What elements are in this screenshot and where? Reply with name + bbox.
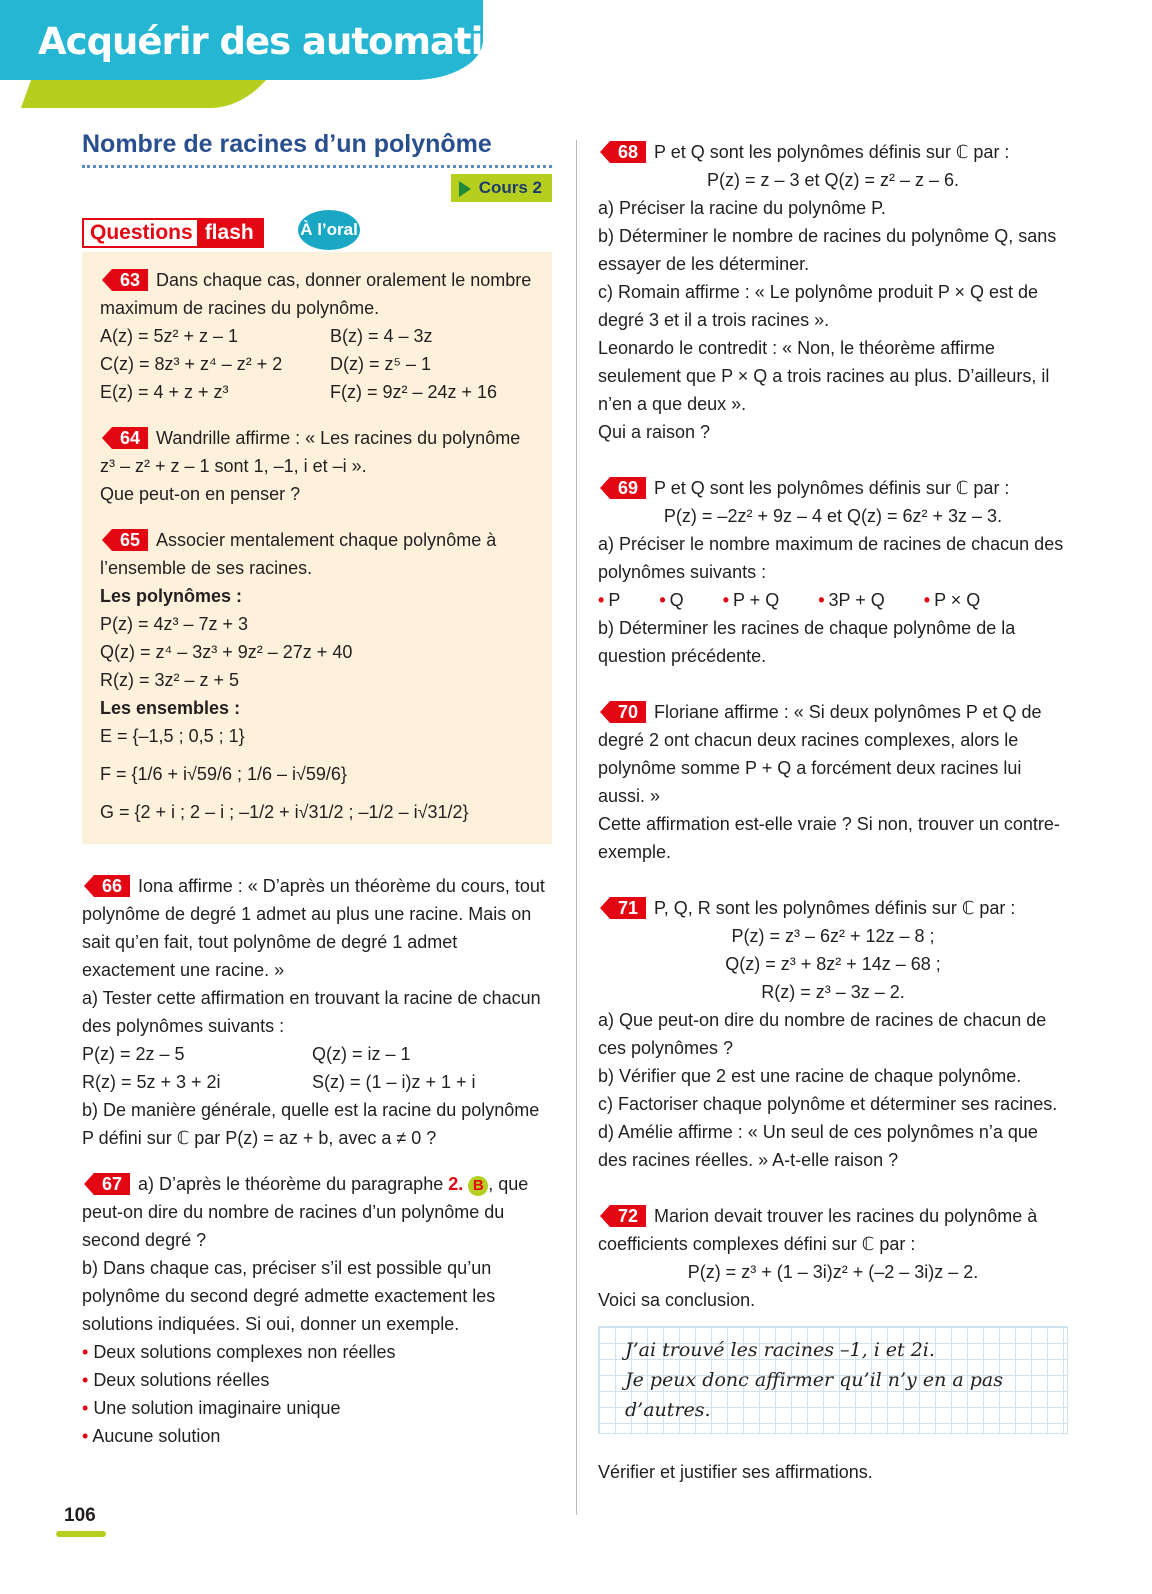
questions-flash-label	[82, 218, 264, 248]
list-item: • Aucune solution	[82, 1426, 221, 1446]
exercise-text: Associer mentalement chaque polynôme à l’ensemble de ses racines.	[100, 530, 497, 578]
question-c: c) Romain affirme : « Le polynôme produit P × Q est de degré 3 et il a trois racines ».	[598, 282, 1039, 330]
polynomial: R(z) = 3z² – z + 5	[100, 670, 240, 690]
polynomial: F(z) = 9z² – 24z + 16	[330, 382, 498, 402]
question-a: a) Préciser la racine du polynôme P.	[598, 198, 886, 218]
flash-label: flash	[197, 220, 262, 246]
exercise-71	[598, 894, 1068, 1174]
polynomial: S(z) = (1 – i)z + 1 + i	[312, 1072, 476, 1092]
exercise-text: Que peut-on en penser ?	[100, 484, 301, 504]
list-item: • Une solution imaginaire unique	[82, 1398, 341, 1418]
polynomial: D(z) = z⁵ – 1	[330, 354, 431, 374]
question-a-cont: , que peut-on dire du nombre de racines d’un polynôme du second degré ?	[82, 1174, 529, 1250]
column-divider	[576, 140, 577, 1515]
question-c: c) Factoriser chaque polynôme et déterminer ses racines.	[598, 1094, 1058, 1114]
exercise-67	[82, 1170, 552, 1450]
exercise-text: Wandrille affirme : « Les racines du polynôme	[156, 428, 521, 448]
list-item: • Deux solutions réelles	[82, 1370, 270, 1390]
equation: P(z) = z³ – 6z² + 12z – 8 ;	[731, 926, 935, 946]
question-b: b) De manière générale, quelle est la racine du polynôme P défini sur ℂ par P(z) = az + b, avec a ≠ 0 ?	[82, 1100, 540, 1148]
exercise-number: 64	[112, 427, 148, 449]
polynomial: A(z) = 5z² + z – 1	[100, 326, 239, 346]
handwritten-note	[598, 1326, 1068, 1434]
questions-label: Questions	[90, 221, 193, 244]
exercise-69	[598, 474, 1068, 670]
handwritten-line: J’ai trouvé les racines –1, i et 2i.	[625, 1339, 935, 1361]
question-b: b) Déterminer le nombre de racines du polynôme Q, sans essayer de les déterminer.	[598, 226, 1057, 274]
exercise-number: 70	[610, 701, 646, 723]
section-title: Nombre de racines d’un polynôme	[82, 130, 492, 158]
list-item: • Deux solutions complexes non réelles	[82, 1342, 396, 1362]
set: E = {–1,5 ; 0,5 ; 1}	[100, 726, 245, 746]
exercise-number: 71	[610, 897, 646, 919]
exercise-text: Cette affirmation est-elle vraie ? Si non, trouver un contre-exemple.	[598, 814, 1060, 862]
exercise-72	[598, 1202, 1068, 1486]
exercise-text: Vérifier et justifier ses affirmations.	[598, 1462, 873, 1482]
paragraph-badge: B	[468, 1176, 488, 1196]
exercise-66	[82, 872, 552, 1152]
exercise-text: Floriane affirme : « Si deux polynômes P et Q de degré 2 ont chacun deux racines complexes, alors le polynôme somme P + Q a forcément deux racines lui aussi. »	[598, 702, 1042, 806]
equation: P(z) = z – 3 et Q(z) = z² – z – 6.	[706, 170, 960, 190]
polynomial: R(z) = 5z + 3 + 2i	[82, 1072, 221, 1092]
question-d: d) Amélie affirme : « Un seul de ces polynômes n’a que des racines réelles. » A-t-elle raison ?	[598, 1122, 1038, 1170]
exercise-number: 63	[112, 269, 148, 291]
exercise-text: z³ – z² + z – 1 sont 1, –1, i et –i ».	[100, 456, 367, 476]
question-a: a) Que peut-on dire du nombre de racines de chacun de ces polynômes ?	[598, 1010, 1047, 1058]
set: F = {1/6 + i√59/6 ; 1/6 – i√59/6}	[100, 764, 347, 784]
page-number: 106	[64, 1505, 96, 1526]
handwritten-line: Je peux donc affirmer qu’il n’y en a pas d’autres.	[625, 1369, 1003, 1421]
page-number-bar	[56, 1531, 106, 1537]
paragraph-ref: 2.	[448, 1174, 464, 1194]
equation: Q(z) = z³ + 8z² + 14z – 68 ;	[725, 954, 941, 974]
exercise-65	[100, 526, 534, 826]
exercise-text: Qui a raison ?	[598, 422, 711, 442]
exercise-number: 72	[610, 1205, 646, 1227]
exercise-text: Marion devait trouver les racines du polynôme à coefficients complexes défini sur ℂ par :	[598, 1206, 1038, 1254]
equation: P(z) = –2z² + 9z – 4 et Q(z) = 6z² + 3z – 3.	[663, 506, 1003, 526]
questions-flash-header	[82, 208, 552, 252]
set: G = {2 + i ; 2 – i ; –1/2 + i√31/2 ; –1/2 – i√31/2}	[100, 802, 469, 822]
right-column	[598, 138, 1068, 1504]
exercise-text: Voici sa conclusion.	[598, 1290, 756, 1310]
question-b: b) Dans chaque cas, préciser s’il est possible qu’un polynôme du second degré admette exactement les solutions indiquées. Si oui, donner un exemple.	[82, 1258, 496, 1334]
page-header-title: Acquérir des automatismes	[38, 20, 587, 63]
subheading: Les ensembles :	[100, 698, 241, 718]
question-b: b) Déterminer les racines de chaque polynôme de la question précédente.	[598, 618, 1016, 666]
exercise-number: 66	[94, 875, 130, 897]
exercise-text: Leonardo le contredit : « Non, le théorème affirme seulement que P × Q a trois racines au plus. D’ailleurs, il n’en a que deux ».	[598, 338, 1050, 414]
oral-badge: À l’oral	[296, 208, 362, 252]
exercise-text: Iona affirme : « D’après un théorème du cours, tout polynôme de degré 1 admet au plus une racine. Mais on sait qu’en fait, tout polynôme de degré 1 admet exactement une racine. »	[82, 876, 545, 980]
equation: P(z) = z³ + (1 – 3i)z² + (–2 – 3i)z – 2.	[687, 1262, 979, 1282]
question-a: a) Préciser le nombre maximum de racines de chacun des polynômes suivants :	[598, 534, 1064, 582]
exercise-70	[598, 698, 1068, 866]
exercise-text: P et Q sont les polynômes définis sur ℂ par :	[654, 478, 1010, 498]
cours-tag: Cours 2	[451, 174, 552, 202]
exercise-text: P et Q sont les polynômes définis sur ℂ par :	[654, 142, 1010, 162]
exercise-text: Dans chaque cas, donner oralement le nombre maximum de racines du polynôme.	[100, 270, 532, 318]
exercise-number: 68	[610, 141, 646, 163]
exercise-number: 69	[610, 477, 646, 499]
exercise-64	[100, 424, 534, 508]
polynomial: Q(z) = z⁴ – 3z³ + 9z² – 27z + 40	[100, 642, 353, 662]
equation: R(z) = z³ – 3z – 2.	[761, 982, 905, 1002]
polynomial: P(z) = 4z³ – 7z + 3	[100, 614, 249, 634]
polynomial: P(z) = 2z – 5	[82, 1044, 185, 1064]
polynomial-list: • P • Q • P + Q • 3P + Q • P × Q	[598, 590, 981, 610]
left-column	[82, 130, 552, 1468]
exercise-number: 67	[94, 1173, 130, 1195]
polynomial: E(z) = 4 + z + z³	[100, 382, 229, 402]
polynomial: Q(z) = iz – 1	[312, 1044, 411, 1064]
subheading: Les polynômes :	[100, 586, 243, 606]
question-b: b) Vérifier que 2 est une racine de chaque polynôme.	[598, 1066, 1022, 1086]
polynomial: C(z) = 8z³ + z⁴ – z² + 2	[100, 354, 283, 374]
polynomial-list	[100, 322, 534, 406]
question-a: a) Tester cette affirmation en trouvant la racine de chacun des polynômes suivants :	[82, 988, 541, 1036]
section-dotted-rule	[82, 165, 552, 168]
exercise-text: P, Q, R sont les polynômes définis sur ℂ par :	[654, 898, 1016, 918]
flash-box	[82, 252, 552, 844]
exercise-68	[598, 138, 1068, 446]
exercise-63	[100, 266, 534, 406]
polynomial-list	[82, 1040, 552, 1096]
exercise-number: 65	[112, 529, 148, 551]
polynomial: B(z) = 4 – 3z	[330, 326, 433, 346]
question-a: a) D’après le théorème du paragraphe	[138, 1174, 444, 1194]
